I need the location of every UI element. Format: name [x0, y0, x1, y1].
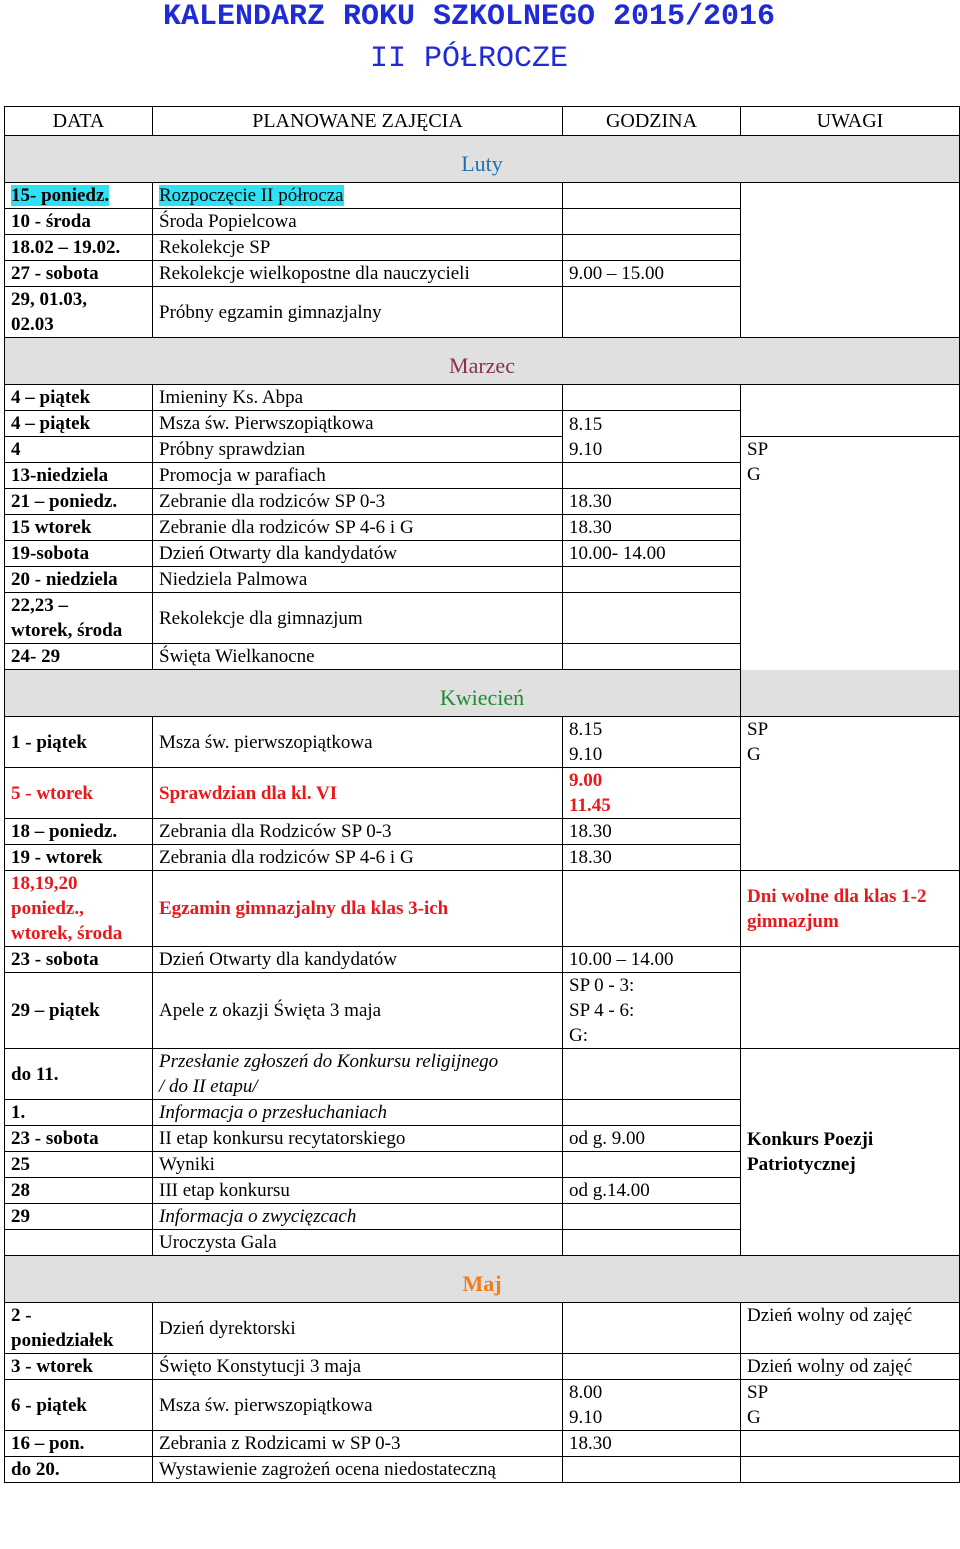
table-row — [5, 947, 960, 973]
date-cell: 18,19,20 poniedz., wtorek, środa — [5, 871, 153, 947]
date-cell: 24- 29 — [5, 644, 153, 670]
date-cell: 2 - poniedziałek — [5, 1303, 153, 1354]
activity-cell: Zebranie dla rodziców SP 4-6 i G — [153, 515, 563, 541]
activity-cell: Dzień Otwarty dla kandydatów — [153, 541, 563, 567]
date-cell: do 20. — [5, 1457, 153, 1483]
activity-cell: Imieniny Ks. Abpa — [153, 385, 563, 411]
time-cell — [563, 593, 741, 644]
date-cell: 19 - wtorek — [5, 845, 153, 871]
time-cell: 18.30 — [563, 489, 741, 515]
table-row — [5, 385, 960, 411]
time-cell: od g. 9.00 — [563, 1126, 741, 1152]
activity-cell — [153, 183, 563, 209]
activity-cell: Niedziela Palmowa — [153, 567, 563, 593]
page-subtitle: II PÓŁROCZE — [369, 42, 569, 76]
activity-cell: Rekolekcje wielkopostne dla nauczycieli — [153, 261, 563, 287]
table-row — [5, 183, 960, 209]
month-row-maj — [5, 1256, 960, 1303]
date-cell: 4 – piątek — [5, 385, 153, 411]
date-text: 15- poniedz. — [11, 185, 110, 206]
date-cell: 5 - wtorek — [5, 768, 153, 819]
activity-cell: Apele z okazji Święta 3 maja — [153, 973, 563, 1049]
table-row — [5, 717, 960, 768]
date-cell: 1. — [5, 1100, 153, 1126]
time-cell: 10.00- 14.00 — [563, 541, 741, 567]
activity-text: Rozpoczęcie II półrocza — [159, 185, 344, 206]
header-date: DATA — [5, 107, 153, 136]
time-cell — [563, 1230, 741, 1256]
activity-cell: Zebrania z Rodzicami w SP 0-3 — [153, 1431, 563, 1457]
time-cell — [563, 567, 741, 593]
time-cell — [563, 385, 741, 411]
time-cell — [563, 183, 741, 209]
time-cell: 18.30 — [563, 515, 741, 541]
time-cell: 18.30 — [563, 819, 741, 845]
activity-cell: Informacja o zwycięzcach — [153, 1204, 563, 1230]
time-cell: SP 0 - 3: SP 4 - 6: G: — [563, 973, 741, 1049]
header-row — [5, 107, 960, 136]
time-cell: 9.00 11.45 — [563, 768, 741, 819]
activity-cell: Promocja w parafiach — [153, 463, 563, 489]
time-cell — [563, 871, 741, 947]
table-row — [5, 1457, 960, 1483]
time-cell — [563, 1049, 741, 1100]
notes-cell — [741, 1431, 960, 1457]
date-cell: 1 - piątek — [5, 717, 153, 768]
activity-cell: Próbny egzamin gimnazjalny — [153, 287, 563, 338]
date-cell: 4 – piątek — [5, 411, 153, 437]
time-cell: 10.00 – 14.00 — [563, 947, 741, 973]
date-cell: 29, 01.03, 02.03 — [5, 287, 153, 338]
date-cell: 23 - sobota — [5, 1126, 153, 1152]
date-cell: 28 — [5, 1178, 153, 1204]
activity-cell: Dzień dyrektorski — [153, 1303, 563, 1354]
activity-cell: Wystawienie zagrożeń ocena niedostateczną — [153, 1457, 563, 1483]
month-row-kwiecien — [5, 670, 960, 717]
activity-cell: Zebranie dla rodziców SP 0-3 — [153, 489, 563, 515]
activity-cell: II etap konkursu recytatorskiego — [153, 1126, 563, 1152]
time-cell — [563, 1354, 741, 1380]
activity-cell: Msza św. pierwszopiątkowa — [153, 717, 563, 768]
date-cell — [5, 1230, 153, 1256]
activity-cell: III etap konkursu — [153, 1178, 563, 1204]
time-cell — [563, 1100, 741, 1126]
month-label-kwiecien: Kwiecień — [5, 670, 960, 717]
header-time: GODZINA — [563, 107, 741, 136]
time-cell: 18.30 — [563, 845, 741, 871]
activity-cell: Uroczysta Gala — [153, 1230, 563, 1256]
notes-cell — [741, 183, 960, 338]
table-row — [5, 1354, 960, 1380]
activity-cell: Sprawdzian dla kl. VI — [153, 768, 563, 819]
month-label-maj: Maj — [5, 1256, 960, 1303]
date-cell — [5, 183, 153, 209]
time-cell: 8.00 9.10 — [563, 1380, 741, 1431]
time-cell — [563, 644, 741, 670]
date-cell: 20 - niedziela — [5, 567, 153, 593]
date-cell: 25 — [5, 1152, 153, 1178]
month-row-luty — [5, 136, 960, 183]
activity-cell: Egzamin gimnazjalny dla klas 3-ich — [153, 871, 563, 947]
activity-cell: Środa Popielcowa — [153, 209, 563, 235]
table-row — [5, 437, 960, 463]
time-cell — [563, 1303, 741, 1354]
notes-cell: SP G — [741, 437, 960, 717]
time-cell: 8.15 9.10 — [563, 411, 741, 463]
activity-cell: Rekolekcje dla gimnazjum — [153, 593, 563, 644]
time-cell — [563, 287, 741, 338]
notes-cell: Konkurs Poezji Patriotycznej — [741, 1049, 960, 1256]
time-cell — [563, 1204, 741, 1230]
date-cell: do 11. — [5, 1049, 153, 1100]
time-cell: 9.00 – 15.00 — [563, 261, 741, 287]
date-cell: 13-niedziela — [5, 463, 153, 489]
month-row-marzec — [5, 338, 960, 385]
notes-cell: Dzień wolny od zajęć — [741, 1303, 960, 1354]
activity-cell: Przesłanie zgłoszeń do Konkursu religijnego / do II etapu/ — [153, 1049, 563, 1100]
date-cell: 29 — [5, 1204, 153, 1230]
time-cell — [563, 235, 741, 261]
activity-cell: Dzień Otwarty dla kandydatów — [153, 947, 563, 973]
date-cell: 22,23 – wtorek, środa — [5, 593, 153, 644]
table-row — [5, 1049, 960, 1100]
time-cell: od g.14.00 — [563, 1178, 741, 1204]
month-label-luty: Luty — [5, 136, 960, 183]
notes-cell — [741, 385, 960, 437]
notes-cell — [741, 1457, 960, 1483]
activity-cell: Święta Wielkanocne — [153, 644, 563, 670]
activity-cell: Zebrania dla rodziców SP 4-6 i G — [153, 845, 563, 871]
table-row — [5, 1431, 960, 1457]
table-row — [5, 1380, 960, 1431]
date-cell: 29 – piątek — [5, 973, 153, 1049]
notes-cell: SP G — [741, 717, 960, 871]
notes-cell: Dzień wolny od zajęć — [741, 1354, 960, 1380]
activity-cell: Informacja o przesłuchaniach — [153, 1100, 563, 1126]
date-cell: 23 - sobota — [5, 947, 153, 973]
month-label-marzec: Marzec — [5, 338, 960, 385]
header-notes: UWAGI — [741, 107, 960, 136]
time-cell — [563, 1152, 741, 1178]
date-cell: 3 - wtorek — [5, 1354, 153, 1380]
calendar-table — [4, 106, 960, 1483]
activity-cell: Zebrania dla Rodziców SP 0-3 — [153, 819, 563, 845]
date-cell: 10 - środa — [5, 209, 153, 235]
time-cell — [563, 209, 741, 235]
activity-cell: Święto Konstytucji 3 maja — [153, 1354, 563, 1380]
date-cell: 18.02 – 19.02. — [5, 235, 153, 261]
header-activity: PLANOWANE ZAJĘCIA — [153, 107, 563, 136]
activity-cell: Próbny sprawdzian — [153, 437, 563, 463]
activity-cell: Msza św. pierwszopiątkowa — [153, 1380, 563, 1431]
date-cell: 27 - sobota — [5, 261, 153, 287]
date-cell: 21 – poniedz. — [5, 489, 153, 515]
date-cell: 15 wtorek — [5, 515, 153, 541]
time-cell — [563, 463, 741, 489]
table-row — [5, 871, 960, 947]
date-cell: 16 – pon. — [5, 1431, 153, 1457]
date-cell: 4 — [5, 437, 153, 463]
table-row — [5, 1303, 960, 1354]
activity-cell: Msza św. Pierwszopiątkowa — [153, 411, 563, 437]
page-title: KALENDARZ ROKU SZKOLNEGO 2015/2016 — [162, 0, 776, 34]
notes-cell: Dni wolne dla klas 1-2 gimnazjum — [741, 871, 960, 947]
notes-cell: SP G — [741, 1380, 960, 1431]
date-cell: 18 – poniedz. — [5, 819, 153, 845]
date-cell: 6 - piątek — [5, 1380, 153, 1431]
activity-cell: Wyniki — [153, 1152, 563, 1178]
time-cell — [563, 1457, 741, 1483]
time-cell: 18.30 — [563, 1431, 741, 1457]
time-cell: 8.15 9.10 — [563, 717, 741, 768]
activity-cell: Rekolekcje SP — [153, 235, 563, 261]
date-cell: 19-sobota — [5, 541, 153, 567]
notes-cell — [741, 947, 960, 1049]
